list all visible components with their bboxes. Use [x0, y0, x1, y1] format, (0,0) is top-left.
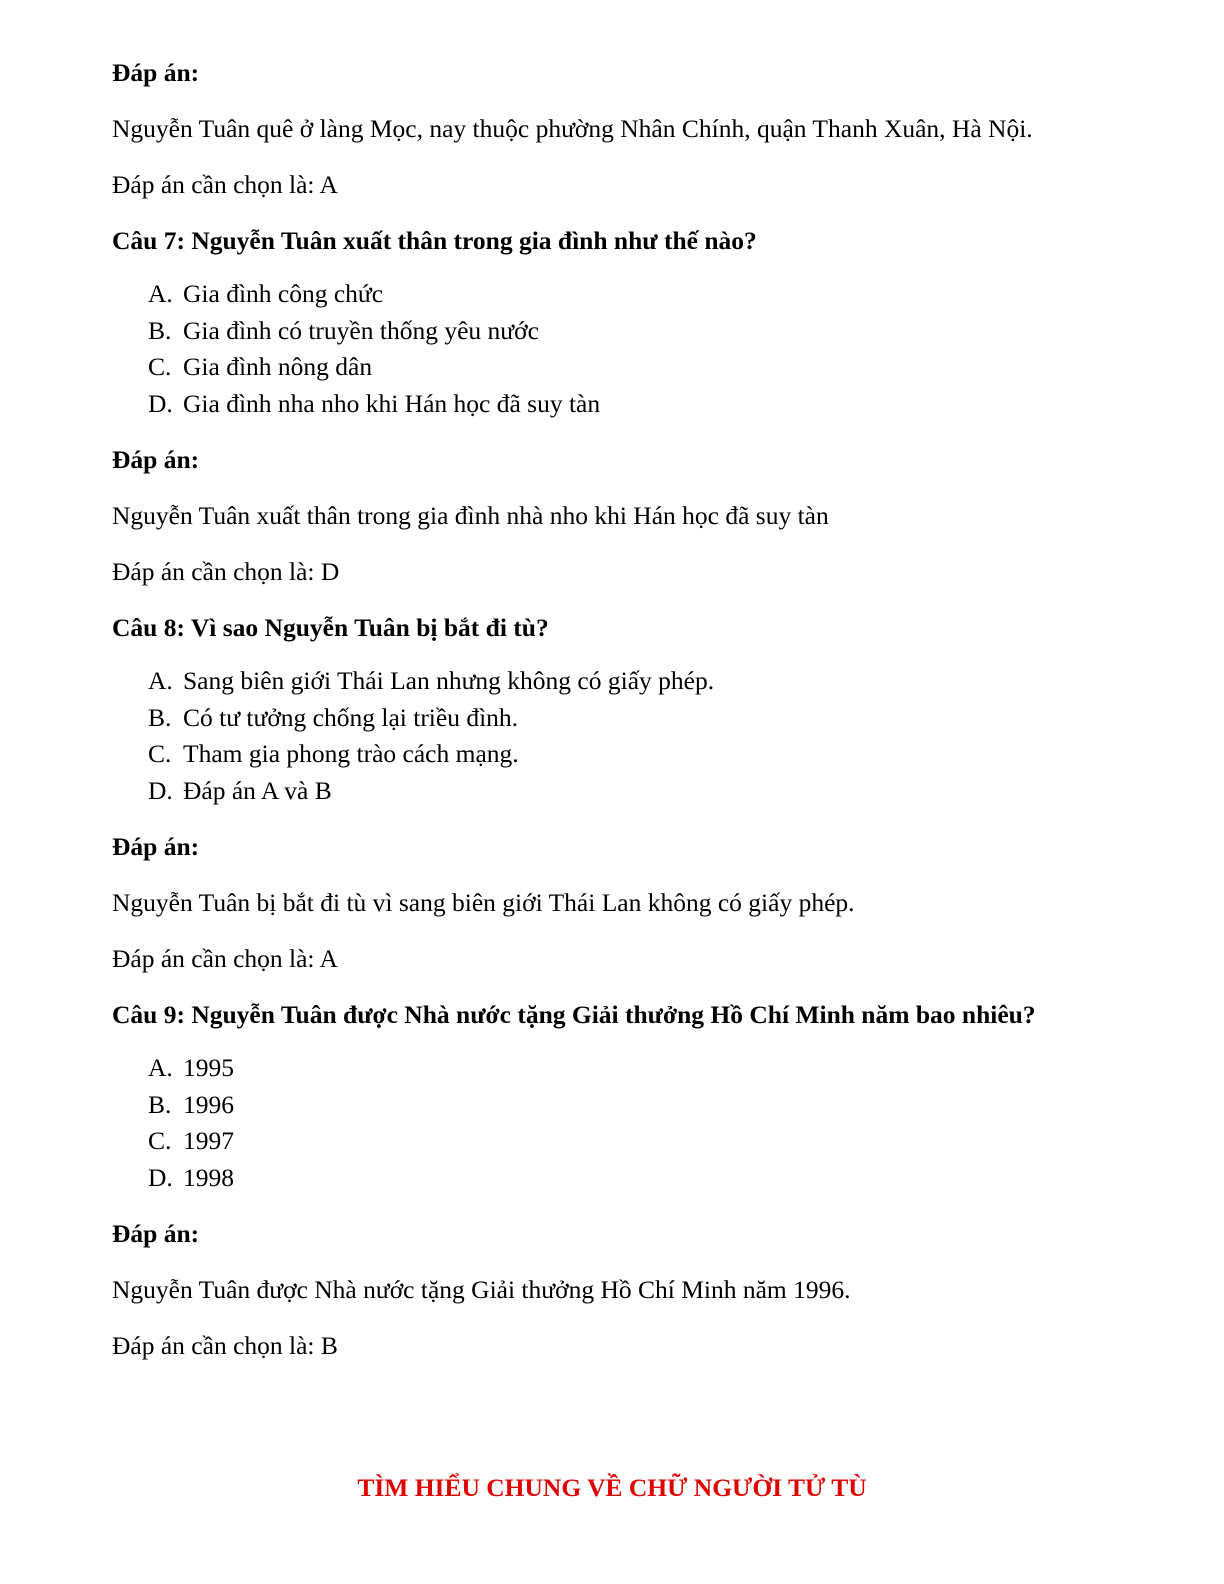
option-item [148, 349, 1112, 386]
option-item [148, 736, 1112, 773]
option-item [148, 1123, 1112, 1160]
answer-label: Đáp án: [112, 832, 200, 861]
option-letter: A. [148, 1053, 173, 1082]
option-letter: D. [148, 775, 173, 805]
option-letter: B. [148, 702, 172, 732]
option-item [148, 773, 1112, 810]
document-page [112, 54, 1112, 1383]
option-text: 1995 [183, 1053, 234, 1082]
option-text: 1997 [183, 1126, 234, 1155]
option-text: Có tư tưởng chống lại triều đình. [183, 702, 519, 732]
option-text: Gia đình công chức [183, 279, 384, 308]
option-item [148, 1050, 1112, 1087]
option-text: 1996 [183, 1089, 234, 1119]
option-text: Gia đình nha nho khi Hán học đã suy tàn [183, 388, 601, 418]
answer-explanation: Nguyễn Tuân quê ở làng Mọc, nay thuộc phường Nhân Chính, quận Thanh Xuân, Hà Nội. [112, 114, 1033, 143]
question-7-title: Câu 7: Nguyễn Tuân xuất thân trong gia đình như thế nào? [112, 226, 757, 255]
option-letter: D. [148, 388, 173, 418]
option-item [148, 700, 1112, 737]
question-9-options [112, 1050, 1112, 1196]
answer-choice: Đáp án cần chọn là: D [112, 557, 340, 586]
option-item [148, 386, 1112, 423]
option-item [148, 1087, 1112, 1124]
option-letter: B. [148, 315, 172, 345]
option-letter: B. [148, 1089, 172, 1119]
option-letter: A. [148, 279, 173, 308]
answer-label: Đáp án: [112, 1219, 200, 1248]
section-heading: TÌM HIỂU CHUNG VỀ CHỮ NGƯỜI TỬ TÙ [357, 1473, 867, 1502]
answer-explanation: Nguyễn Tuân được Nhà nước tặng Giải thưởng Hồ Chí Minh năm 1996. [112, 1275, 851, 1304]
option-item [148, 1160, 1112, 1197]
option-letter: A. [148, 666, 173, 695]
question-8-options [112, 663, 1112, 809]
option-letter: C. [148, 739, 172, 768]
question-8-title: Câu 8: Vì sao Nguyễn Tuân bị bắt đi tù? [112, 613, 549, 642]
option-letter: D. [148, 1162, 173, 1192]
option-text: Đáp án A và B [183, 775, 332, 805]
answer-choice: Đáp án cần chọn là: A [112, 170, 338, 199]
question-7-options [112, 276, 1112, 422]
answer-choice: Đáp án cần chọn là: A [112, 944, 338, 973]
option-item [148, 276, 1112, 313]
answer-label: Đáp án: [112, 445, 200, 474]
option-item [148, 313, 1112, 350]
answer-choice: Đáp án cần chọn là: B [112, 1331, 338, 1360]
answer-explanation: Nguyễn Tuân xuất thân trong gia đình nhà nho khi Hán học đã suy tàn [112, 501, 829, 530]
option-text: Sang biên giới Thái Lan nhưng không có giấy phép. [183, 666, 715, 695]
option-text: 1998 [183, 1162, 234, 1192]
question-9-title: Câu 9: Nguyễn Tuân được Nhà nước tặng Giải thưởng Hồ Chí Minh năm bao nhiêu? [112, 1000, 1036, 1029]
option-item [148, 663, 1112, 700]
option-letter: C. [148, 352, 172, 381]
answer-label: Đáp án: [112, 58, 200, 87]
option-letter: C. [148, 1126, 172, 1155]
option-text: Gia đình nông dân [183, 352, 373, 381]
answer-explanation: Nguyễn Tuân bị bắt đi tù vì sang biên giới Thái Lan không có giấy phép. [112, 888, 855, 917]
option-text: Tham gia phong trào cách mạng. [183, 739, 519, 768]
option-text: Gia đình có truyền thống yêu nước [183, 315, 539, 345]
